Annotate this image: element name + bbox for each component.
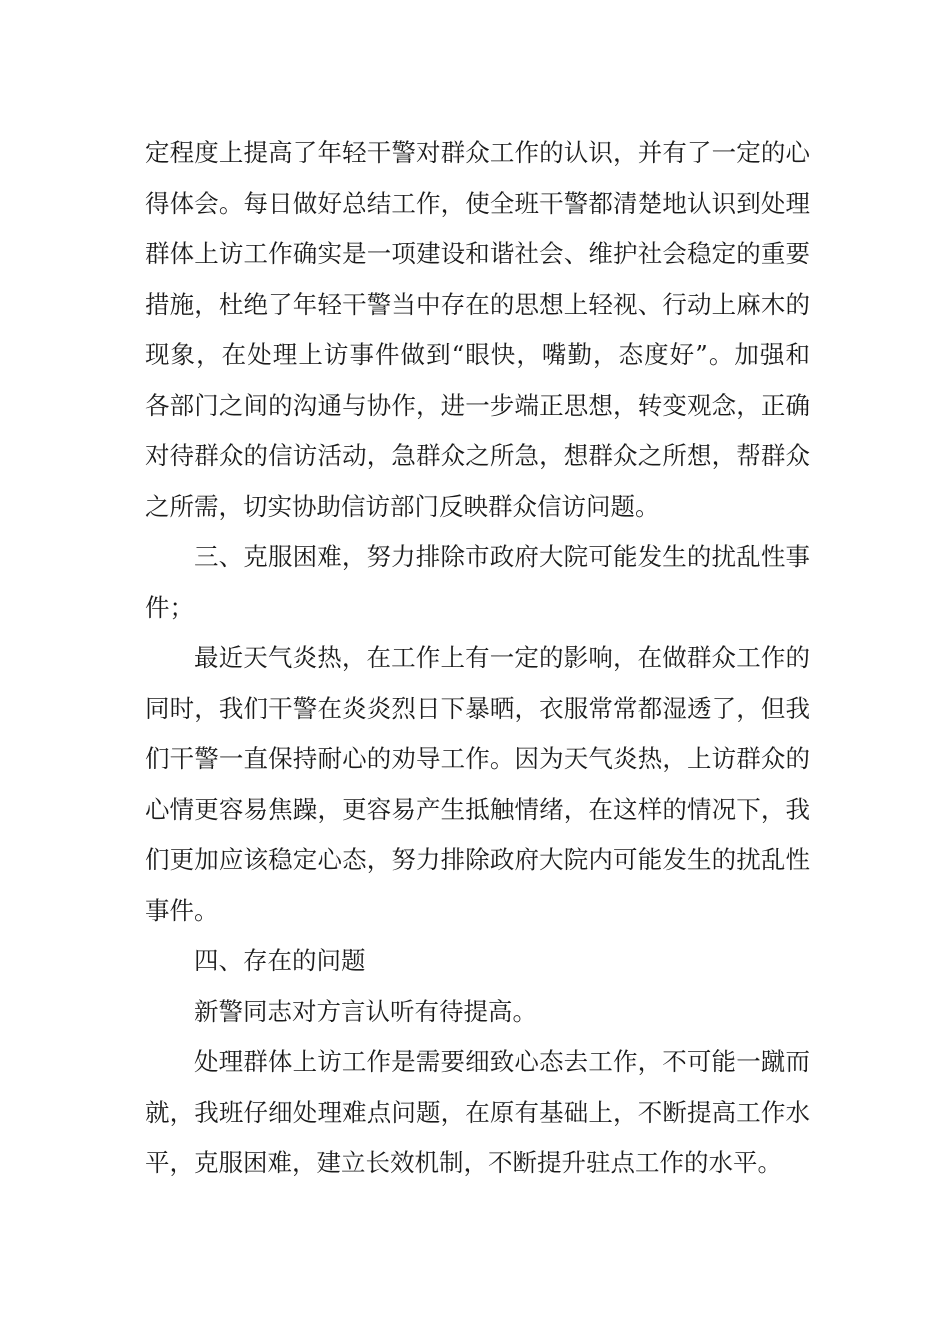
- text-line: 现象，在处理上访事件做到“眼快，嘴勤，态度好”。加强和: [145, 340, 810, 369]
- paragraph: [145, 633, 810, 936]
- document-body: [145, 128, 810, 1189]
- section-heading-paragraph: [145, 936, 810, 987]
- text-line: 最近天气炎热，在工作上有一定的影响，在做群众工作的: [194, 643, 810, 672]
- text-line: 件；: [145, 592, 194, 622]
- text-line: 群体上访工作确实是一项建设和谐社会、维护社会稳定的重要: [145, 239, 810, 268]
- text-line: 处理群体上访工作是需要细致心态去工作，不可能一蹴而: [194, 1047, 810, 1076]
- paragraph: [145, 987, 810, 1038]
- text-line: 定程度上提高了年轻干警对群众工作的认识，并有了一定的心: [145, 138, 810, 167]
- paragraph: [145, 1037, 810, 1189]
- text-line: 们更加应该稳定心态，努力排除政府大院内可能发生的扰乱性: [145, 845, 810, 874]
- text-line: 对待群众的信访活动，急群众之所急，想群众之所想，帮群众: [145, 441, 810, 470]
- text-line: 平，克服困难，建立长效机制，不断提升驻点工作的水平。: [145, 1148, 782, 1177]
- text-line: 事件。: [145, 895, 219, 925]
- text-line: 心情更容易焦躁，更容易产生抵触情绪，在这样的情况下，我: [145, 794, 810, 824]
- text-line: 新警同志对方言认听有待提高。: [194, 996, 537, 1026]
- paragraph: [145, 128, 810, 532]
- text-line: 就，我班仔细处理难点问题，在原有基础上，不断提高工作水: [145, 1097, 810, 1127]
- section-heading-paragraph: [145, 532, 810, 633]
- text-line: 各部门之间的沟通与协作，进一步端正思想，转变观念，正确: [145, 390, 810, 420]
- text-line: 们干警一直保持耐心的劝导工作。因为天气炎热，上访群众的: [145, 744, 810, 773]
- text-line: 措施，杜绝了年轻干警当中存在的思想上轻视、行动上麻木的: [145, 289, 810, 319]
- text-line: 之所需，切实协助信访部门反映群众信访问题。: [145, 491, 660, 521]
- section-heading: 四、存在的问题: [194, 946, 366, 975]
- text-line: 得体会。每日做好总结工作，使全班干警都清楚地认识到处理: [145, 188, 810, 218]
- text-line: 同时，我们干警在炎炎烈日下暴晒，衣服常常都湿透了，但我: [145, 693, 810, 723]
- section-heading: 三、克服困难，努力排除市政府大院可能发生的扰乱性事: [194, 542, 810, 571]
